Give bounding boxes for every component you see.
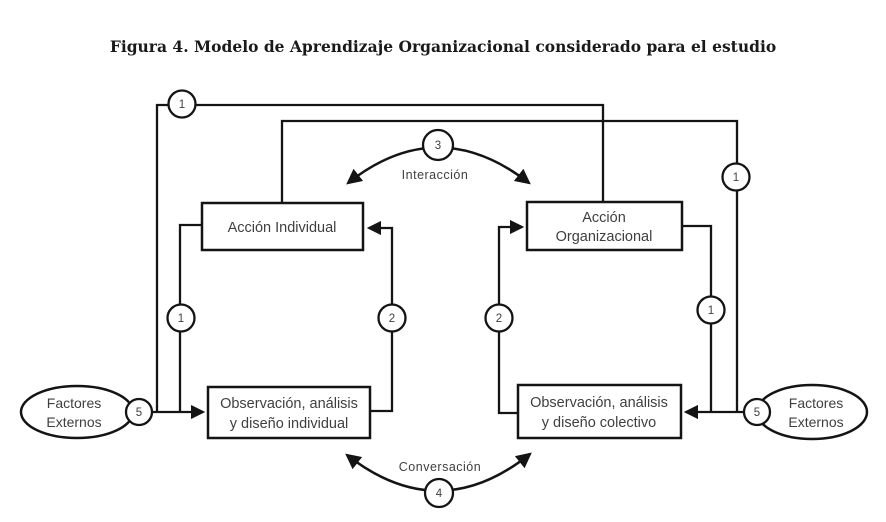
factores-externos-left-line2: Externos [46, 414, 102, 430]
badge-5-right [744, 399, 770, 425]
badge-1-right-inner-number: 1 [707, 305, 715, 317]
badge-2-left [379, 305, 406, 332]
conversation-arc-label: Conversación [398, 460, 482, 474]
badge-1-right-outer [723, 164, 750, 191]
accion-individual-label: Acción Individual [227, 220, 337, 236]
badge-5-left-number: 5 [135, 407, 143, 419]
box-accion-individual [202, 203, 363, 250]
ellipse-factores-externos-right [757, 385, 867, 439]
badge-1-top-left [169, 91, 196, 118]
accion-organizacional-label-line2: Organizacional [555, 229, 653, 245]
badge-1-top-left-number: 1 [178, 99, 186, 111]
factores-externos-right-shape [757, 385, 867, 439]
figure-title: Figura 4. Modelo de Aprendizaje Organizacional considerado para el estudio [109, 37, 777, 56]
connector-accion-ind-to-obs-colectivo [282, 121, 740, 411]
box-observacion-individual [208, 387, 370, 438]
connector-accion-org-to-obs-individual [157, 105, 603, 411]
badge-3-number: 3 [434, 140, 442, 152]
numbered-badges [126, 91, 770, 508]
factores-externos-right-line1: Factores [788, 395, 844, 411]
badge-1-right-outer-number: 1 [732, 172, 740, 184]
badge-3-interaccion [423, 130, 453, 160]
box-observacion-colectivo [518, 385, 681, 438]
factores-externos-left-line1: Factores [46, 395, 102, 411]
factores-externos-left-shape [21, 386, 133, 438]
badge-4-number: 4 [435, 488, 443, 500]
observacion-colectivo-label-line1: Observación, análisis [530, 395, 668, 411]
accion-organizacional-label-line1: Acción [582, 210, 626, 226]
badge-5-left [126, 399, 152, 425]
badge-4-conversacion [425, 479, 453, 507]
observacion-colectivo-label-line2: y diseño colectivo [541, 415, 657, 431]
badge-2-left-number: 2 [388, 313, 396, 325]
badge-2-right-number: 2 [495, 313, 503, 325]
observacion-individual-label-line1: Observación, análisis [220, 396, 358, 412]
badge-5-right-number: 5 [753, 407, 761, 419]
box-accion-organizacional [527, 202, 682, 250]
badge-1-left-inner-number: 1 [177, 313, 185, 325]
badge-2-right [486, 305, 513, 332]
observacion-individual-label-line2: y diseño individual [229, 416, 349, 432]
badge-1-right-inner [698, 297, 725, 324]
factores-externos-right-line2: Externos [788, 414, 844, 430]
interaction-arc-label: Interacción [401, 168, 469, 182]
badge-1-left-inner [168, 305, 195, 332]
ellipse-factores-externos-left [21, 386, 133, 438]
